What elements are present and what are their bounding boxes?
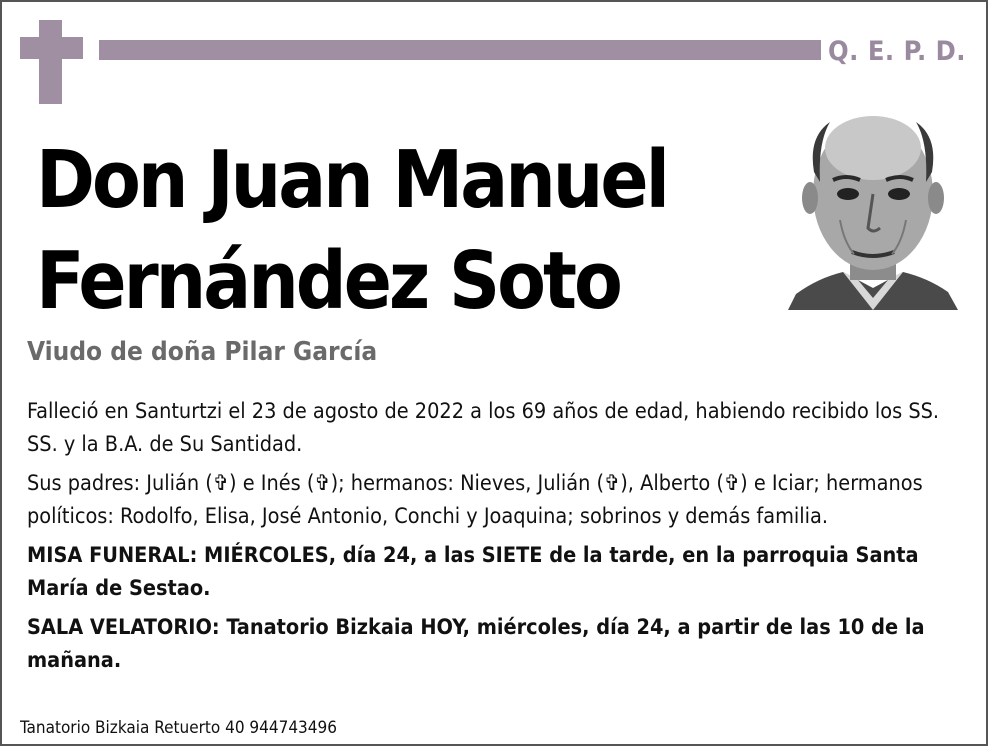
deceased-name: [36, 130, 776, 332]
funeral-home-contact: Tanatorio Bizkaia Retuerto 40 944743496: [20, 718, 337, 738]
portrait-photo: [788, 102, 958, 310]
family-list: Sus padres: Julián (✞) e Inés (✞); hermanos: Nieves, Julián (✞), Alberto (✞) e Iciar; hermanos políticos: Rodolfo, Elisa, José Antonio, Conchi y Joaquina; sobrinos y demás familia.: [27, 471, 923, 529]
name-line-1: Don Juan Manuel: [36, 134, 667, 226]
cross-vertical-beam: [39, 20, 62, 104]
cross-horizontal-beam: [20, 37, 83, 59]
header-rule: [99, 40, 821, 60]
qepd-label: Q. E. P. D.: [828, 36, 967, 67]
death-details: Falleció en Santurtzi el 23 de agosto de 2022 a los 69 años de edad, habiendo recibido los SS. SS. y la B.A. de Su Santidad.: [27, 399, 940, 457]
funeral-mass: MISA FUNERAL: MIÉRCOLES, día 24, a las SIETE de la tarde, en la parroquia Santa María de Sestao.: [27, 543, 919, 601]
name-line-2: Fernández Soto: [36, 235, 620, 327]
wake-room: SALA VELATORIO: Tanatorio Bizkaia HOY, miércoles, día 24, a partir de las 10 de la mañana.: [27, 615, 925, 673]
widow-of-line: Viudo de doña Pilar García: [27, 337, 378, 367]
notice-body: [27, 395, 972, 683]
